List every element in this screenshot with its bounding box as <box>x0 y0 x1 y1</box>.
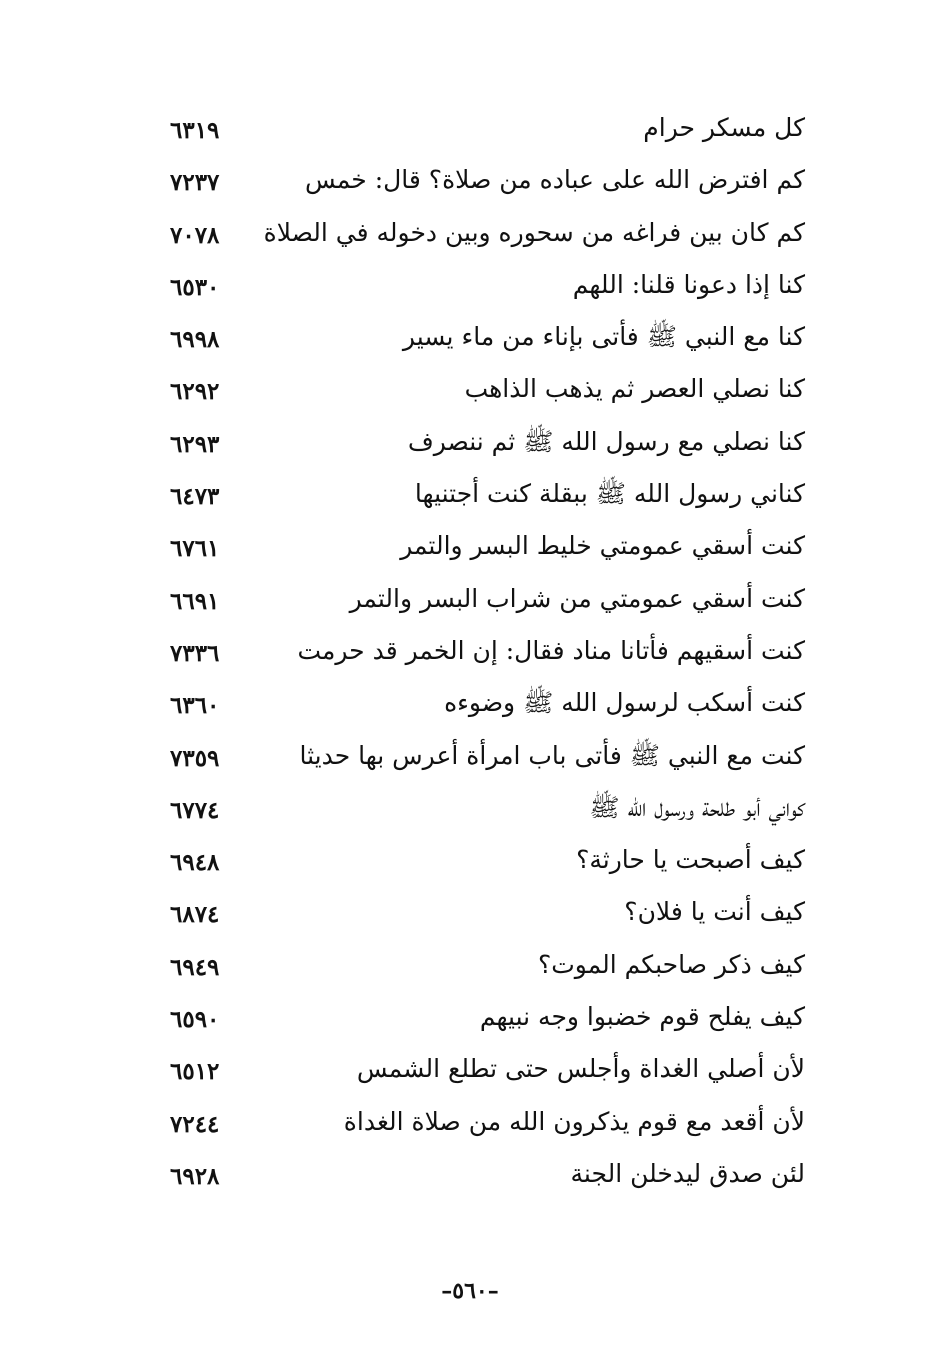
entry-text: كم افترض الله على عباده من صلاة؟ قال: خمس <box>304 165 805 195</box>
entry-number: ٦٨٧٤ <box>170 901 220 929</box>
entry-number: ٦٥٣٠ <box>170 273 220 301</box>
entry-number: ٦٩٤٩ <box>170 953 220 981</box>
entry-number: ٦٩٤٨ <box>170 849 220 877</box>
entry-text: كنت أسقي عمومتي من شراب البسر والتمر <box>349 583 805 613</box>
entry-number: ٦٦٩١ <box>170 587 220 615</box>
page-number: –٥٦٠– <box>441 1278 499 1304</box>
entry-text: كم كان بين فراغه من سحوره وبين دخوله في الصلاة <box>263 217 805 247</box>
index-entry <box>0 1098 941 1150</box>
index-entry <box>0 627 941 679</box>
entry-number: ٦٩٩٨ <box>170 326 220 354</box>
hadith-index-list <box>0 104 941 1202</box>
entry-number: ٦٣١٩ <box>170 117 220 144</box>
index-entry <box>0 1045 941 1097</box>
entry-text: كنا مع النبي ﷺ فأتى بإناء من ماء يسير <box>402 322 805 352</box>
index-entry <box>0 836 941 888</box>
entry-text: كيف أصبحت يا حارثة؟ <box>576 845 805 875</box>
entry-number: ٦٢٩٣ <box>170 430 220 458</box>
entry-number: ٧٢٣٧ <box>170 169 220 197</box>
entry-number: ٦٤٧٣ <box>170 483 220 511</box>
index-entry <box>0 313 941 365</box>
entry-text: كنت أسقيهم فأتانا مناد فقال: إن الخمر قد حرمت <box>297 635 805 665</box>
entry-number: ٧٠٧٨ <box>170 221 220 249</box>
index-entry <box>0 522 941 574</box>
entry-number: ٧٢٤٤ <box>170 1110 220 1138</box>
entry-text: كنا إذا دعونا قلنا: اللهم <box>572 269 805 299</box>
entry-number: ٦٧٦١ <box>170 535 220 563</box>
index-entry <box>0 365 941 417</box>
entry-text: كنا نصلي مع رسول الله ﷺ ثم ننصرف <box>407 426 805 456</box>
entry-text: كنا نصلي العصر ثم يذهب الذاهب <box>464 374 805 404</box>
entry-number: ٧٣٣٦ <box>170 639 220 667</box>
index-entry <box>0 104 941 156</box>
entry-number: ٦٢٩٢ <box>170 378 220 406</box>
entry-text: كيف ذكر صاحبكم الموت؟ <box>537 949 805 979</box>
entry-text: كواني أبو طلحة ورسول الله ﷺ <box>589 792 805 822</box>
entry-number: ٦٧٧٤ <box>170 796 220 824</box>
index-entry <box>0 1150 941 1202</box>
entry-text: كل مسكر حرام <box>643 113 805 142</box>
index-entry <box>0 993 941 1045</box>
index-entry <box>0 470 941 522</box>
entry-text: لأن أقعد مع قوم يذكرون الله من صلاة الغداة <box>343 1106 805 1136</box>
entry-number: ٦٥٩٠ <box>170 1006 220 1034</box>
entry-text: كنت أسكب لرسول الله ﷺ وضوءه <box>444 688 805 718</box>
entry-number: ٦٩٢٨ <box>170 1162 220 1190</box>
entry-text: كيف يفلح قوم خضبوا وجه نبيهم <box>479 1002 805 1032</box>
entry-number: ٧٣٥٩ <box>170 744 220 772</box>
index-entry <box>0 156 941 208</box>
entry-number: ٦٣٦٠ <box>170 692 220 720</box>
index-entry <box>0 941 941 993</box>
index-entry <box>0 784 941 836</box>
entry-text: لئن صدق ليدخلن الجنة <box>570 1158 805 1188</box>
entry-text: لأن أصلي الغداة وأجلس حتى تطلع الشمس <box>356 1054 805 1084</box>
index-entry <box>0 209 941 261</box>
index-entry <box>0 418 941 470</box>
entry-text: كنت أسقي عمومتي خليط البسر والتمر <box>400 531 805 561</box>
entry-text: كنت مع النبي ﷺ فأتى باب امرأة أعرس بها حديثا <box>299 740 805 770</box>
entry-text: كناني رسول الله ﷺ ببقلة كنت أجتنيها <box>414 479 805 509</box>
index-entry <box>0 888 941 940</box>
entry-text: كيف أنت يا فلان؟ <box>624 897 805 927</box>
index-entry <box>0 732 941 784</box>
entry-number: ٦٥١٢ <box>170 1058 220 1086</box>
index-entry <box>0 575 941 627</box>
index-entry <box>0 679 941 731</box>
index-entry <box>0 261 941 313</box>
